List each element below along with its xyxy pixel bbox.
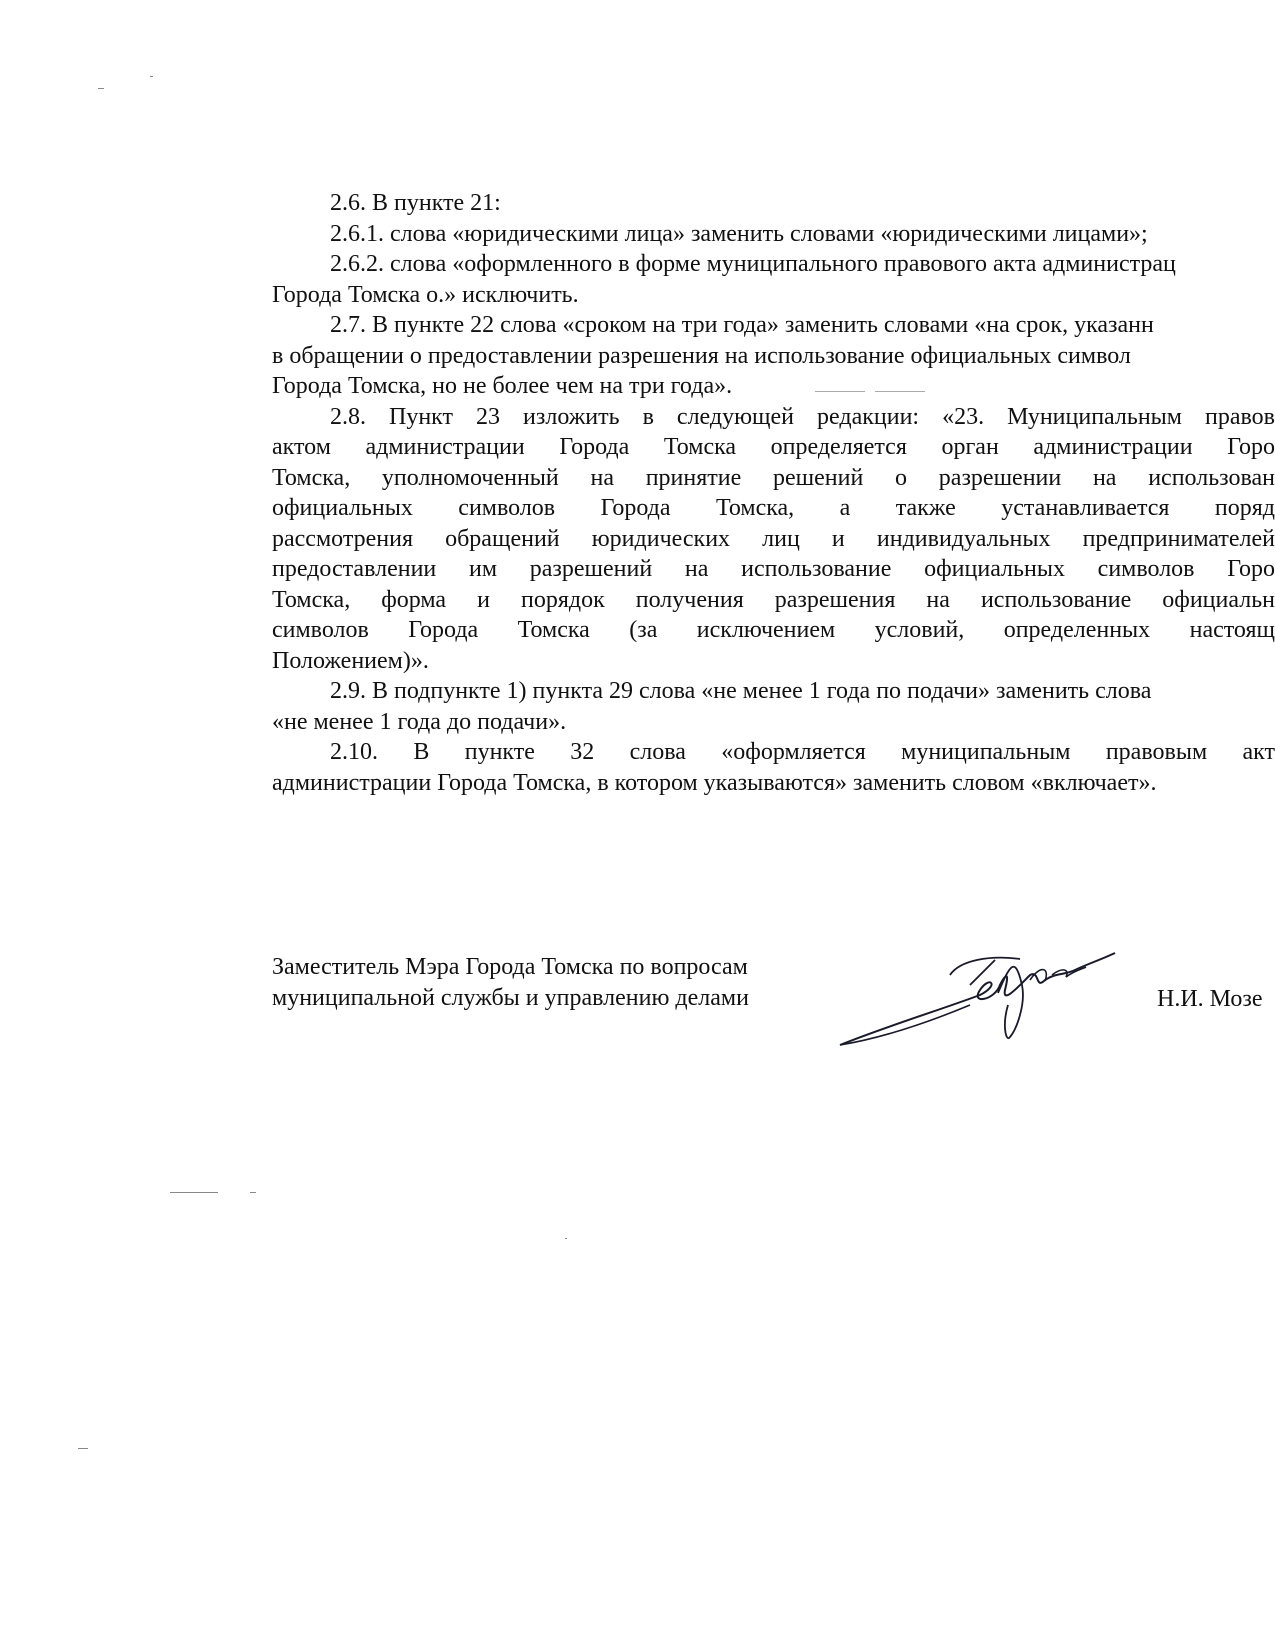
scan-speck xyxy=(170,1192,218,1193)
text-line: 2.6. В пункте 21: xyxy=(330,190,501,216)
text-line: 2.8. Пункт 23 изложить в следующей редакции: «23. Муниципальным правов xyxy=(330,403,1275,430)
text-line: 2.6.1. слова «юридическими лица» заменить словами «юридическими лицами»; xyxy=(330,220,1148,247)
scan-speck xyxy=(78,1448,88,1449)
amendment-text xyxy=(272,188,1275,798)
text-line: «не менее 1 года до подачи». xyxy=(272,708,567,735)
text-line: символов Города Томска (за исключением условий, определенных настоящ xyxy=(272,617,1275,643)
text-line: 2.10. В пункте 32 слова «оформляется муниципальным правовым акт xyxy=(330,739,1275,765)
signatory-title-line-1: Заместитель Мэра Города Томска по вопросам xyxy=(272,954,748,980)
scan-speck xyxy=(250,1192,256,1193)
text-line: 2.7. В пункте 22 слова «сроком на три года» заменить словами «на срок, указанн xyxy=(330,312,1154,338)
signatory-title-line-2: муниципальной службы и управлению делами xyxy=(272,985,749,1011)
scan-speck xyxy=(150,76,153,77)
text-line: в обращении о предоставлении разрешения на использование официальных символ xyxy=(272,342,1131,369)
text-line: официальных символов Города Томска, а также устанавливается поряд xyxy=(272,495,1275,521)
text-line: актом администрации Города Томска определяется орган администрации Горо xyxy=(272,434,1275,460)
scan-speck xyxy=(815,391,865,392)
text-line: 2.6.2. слова «оформленного в форме муниципального правового акта администрац xyxy=(330,251,1176,277)
text-line: 2.9. В подпункте 1) пункта 29 слова «не менее 1 года по подачи» заменить слова xyxy=(330,678,1152,704)
text-line: Томска, форма и порядок получения разрешения на использование официальн xyxy=(272,586,1275,613)
text-line: администрации Города Томска, в котором указываются» заменить словом «включает». xyxy=(272,769,1157,796)
scan-speck xyxy=(98,88,104,89)
text-line: рассмотрения обращений юридических лиц и индивидуальных предпринимателей xyxy=(272,525,1275,552)
text-line: Положением)». xyxy=(272,647,429,674)
scan-speck xyxy=(875,391,925,392)
handwritten-signature xyxy=(830,945,1120,1060)
text-line: предоставлении им разрешений на использование официальных символов Горо xyxy=(272,556,1275,582)
signatory-name: Н.И. Мозе xyxy=(1157,986,1263,1012)
text-line: Города Томска, но не более чем на три года». xyxy=(272,373,733,399)
text-line: Города Томска о.» исключить. xyxy=(272,281,579,308)
text-line: Томска, уполномоченный на принятие решений о разрешении на использован xyxy=(272,464,1275,491)
signatory-title xyxy=(272,952,749,1014)
scan-speck xyxy=(565,1238,567,1239)
